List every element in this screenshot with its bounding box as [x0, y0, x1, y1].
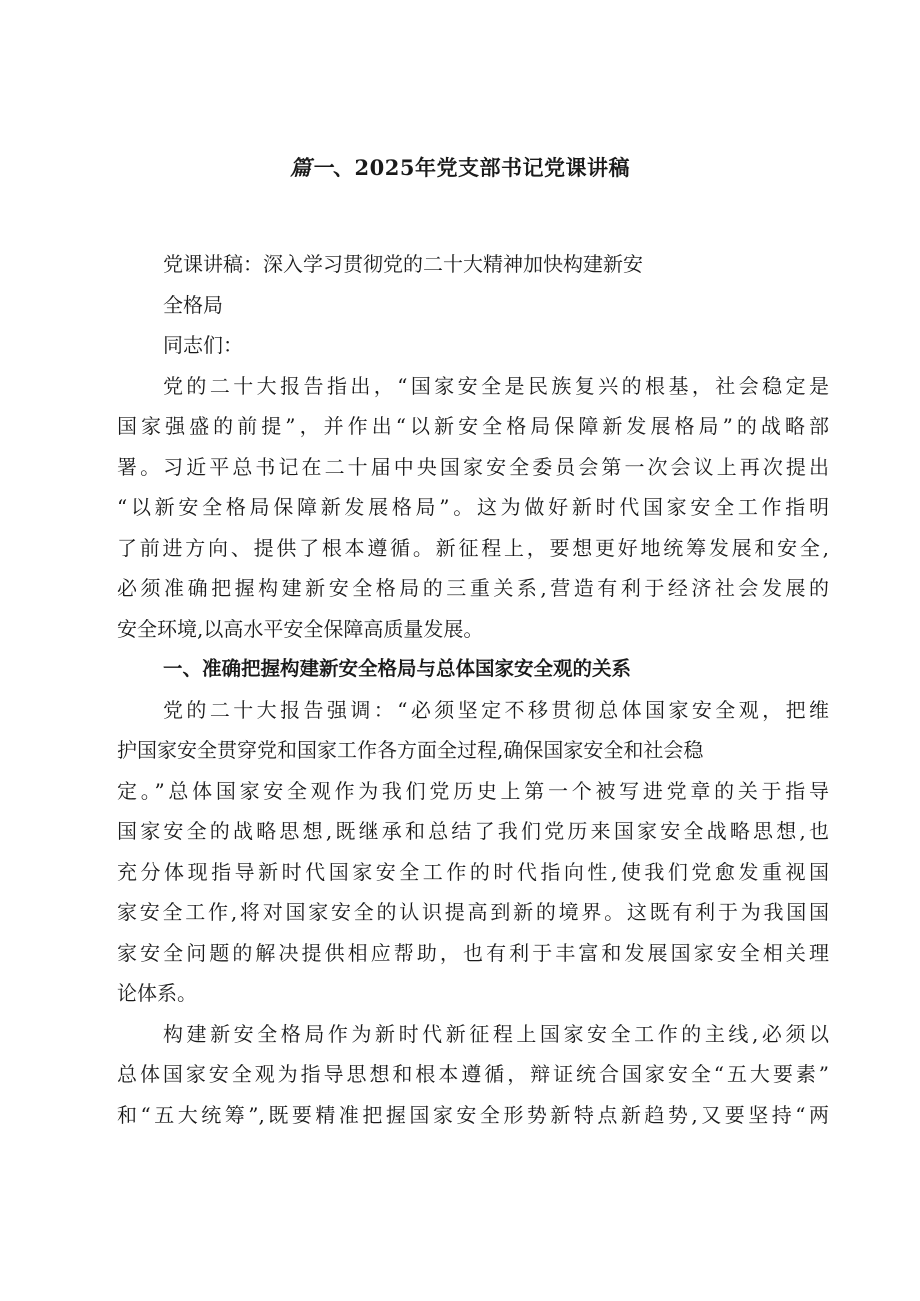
text-line: “以新安全格局保障新发展格局”。这为做好新时代国家安全工作指明: [117, 495, 829, 519]
text-line: 国家强盛的前提”，并作出“以新安全格局保障新发展格局”的战略部: [117, 414, 829, 438]
text-line: 和“五大统筹”,既要精准把握国家安全形势新特点新趋势,又要坚持“两: [117, 1102, 829, 1127]
text-line: 家安全问题的解决提供相应帮助，也有利于丰富和发展国家安全相关理: [117, 940, 829, 965]
document-title: [0, 153, 920, 183]
title-lead: 篇一: [290, 155, 334, 180]
text-line: 构建新安全格局作为新时代新征程上国家安全工作的主线,必须以: [163, 1021, 829, 1046]
text-line: 党课讲稿：深入学习贯彻党的二十大精神加快构建新安: [163, 252, 643, 276]
text-line: 护国家安全贯穿党和国家工作各方面全过程,确保国家安全和社会稳: [117, 738, 704, 762]
text-line: 家安全工作,将对国家安全的认识提高到新的境界。这既有利于为我国国: [117, 900, 829, 924]
text-line: 安全环境,以高水平安全保障高质量发展。: [117, 616, 484, 641]
text-line: 全格局: [163, 292, 223, 317]
text-line: 党的二十大报告指出，“国家安全是民族复兴的根基，社会稳定是: [163, 373, 829, 398]
text-line: 党的二十大报告强调：“必须坚定不移贯彻总体国家安全观，把维: [163, 697, 829, 722]
section-heading: 一、准确把握构建新安全格局与总体国家安全观的关系: [163, 657, 632, 680]
text-line: 论体系。: [117, 981, 197, 1005]
text-line: 充分体现指导新时代国家安全工作的时代指向性,使我们党愈发重视国: [117, 859, 829, 884]
text-line: 必须准确把握构建新安全格局的三重关系,营造有利于经济社会发展的: [117, 576, 829, 600]
text-line: 国家安全的战略思想,既继承和总结了我们党历来国家安全战略思想,也: [117, 819, 829, 843]
text-line: 了前进方向、提供了根本遵循。新征程上，要想更好地统筹发展和安全,: [117, 535, 829, 560]
title-text: 、2025年党支部书记党课讲稿: [333, 155, 630, 180]
document-body: [117, 244, 829, 1135]
text-line: 总体国家安全观为指导思想和根本遵循，辩证统合国家安全“五大要素”: [117, 1062, 829, 1086]
text-line: 同志们：: [163, 333, 243, 357]
text-line: 定。”总体国家安全观作为我们党历史上第一个被写进党章的关于指导: [117, 778, 829, 803]
text-line: 署。习近平总书记在二十届中央国家安全委员会第一次会议上再次提出: [117, 454, 829, 479]
